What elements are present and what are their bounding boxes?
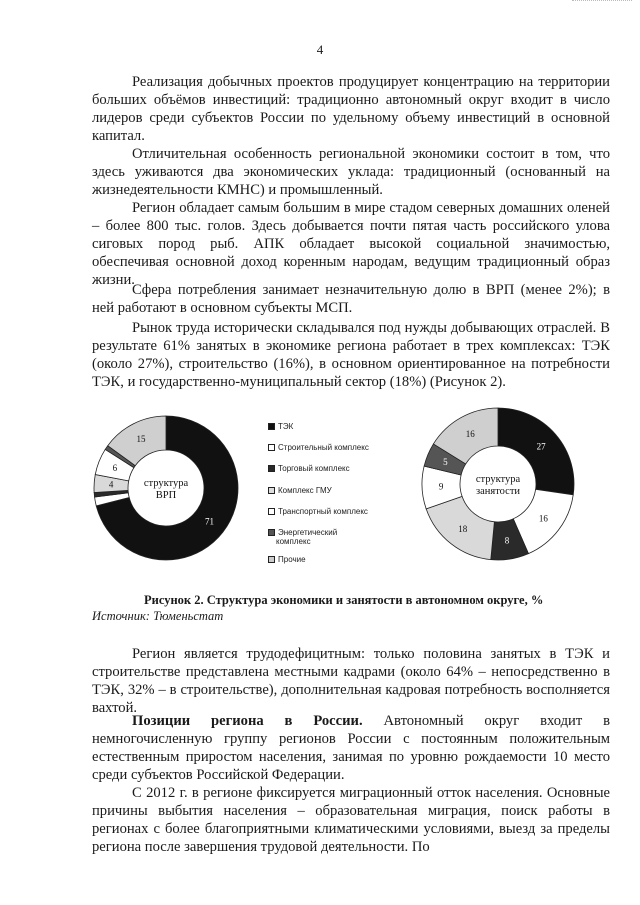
scan-mark <box>572 0 632 4</box>
page-number: 4 <box>316 42 324 57</box>
chart-right-label-tek: 27 <box>536 441 546 452</box>
figure-source: Источник: Тюменьстат <box>92 609 224 623</box>
chart-right-label-energy: 5 <box>443 456 448 467</box>
positions-heading: Позиции региона в России. <box>132 713 363 729</box>
legend-item-energy: Энергетический комплекс <box>268 528 371 546</box>
paragraph-4: Сфера потребления занимает незначительную долю в ВРП (менее 2%); в ней работают в основном субъекты МСП. <box>92 282 610 316</box>
chart-grp-structure <box>86 408 246 568</box>
legend-item-tek: ТЭК <box>268 422 293 431</box>
chart-employment-structure <box>418 400 578 568</box>
paragraph-3: Регион обладает самым большим в мире стадом северных домашних оленей – более 800 тыс. голов. Здесь добывается почти пятая часть российского улова сиговых пород рыб. АПК обладает высокой социальной значимостью, обеспечивая основной доход коренным народам, ведущим традиционный образ жизни. <box>92 200 610 288</box>
chart-right-center-title-0: структура <box>475 474 521 485</box>
legend-item-trade: Торговый комплекс <box>268 464 350 473</box>
legend-item-other: Прочие <box>268 555 306 564</box>
paragraph-2: Отличительная особенность региональной экономики состоит в том, что здесь уживаются два экономических уклада: традиционный (основанный на жизнедеятельности КМНС) и промышленный. <box>92 146 610 198</box>
legend-item-gmu: Комплекс ГМУ <box>268 486 332 495</box>
chart-right-label-trade: 8 <box>504 535 510 546</box>
paragraph-1: Реализация добычных проектов продуцирует концентрацию на территории больших объёмов инвестиций: традиционно автономный округ входит в число лидеров среди субъектов России по удельному объему инвестиций в основной капитал. <box>92 74 610 144</box>
chart-right-label-transport: 9 <box>438 481 444 492</box>
figure-caption <box>92 592 610 624</box>
chart-left-label-gmu: 4 <box>108 479 114 490</box>
chart-left-label-other: 15 <box>136 433 146 444</box>
paragraph-positions <box>92 712 610 784</box>
paragraph-6: Регион является трудодефицитным: только половина занятых в ТЭК и строительстве представлена местными кадрами (около 64% – непосредственно в ТЭК, 32% – в строительстве), дополнительная кадровая потребность восполняется вахтой. <box>92 646 610 716</box>
chart-right-center-title-1: занятости <box>475 486 521 497</box>
paragraph-7: С 2012 г. в регионе фиксируется миграционный отток населения. Основные причины выбытия населения – образовательная миграция, поиск работы в регионах с более благоприятными климатическими условиями, выезд за пределы региона после завершения трудовой деятельности. По <box>92 785 610 855</box>
legend-item-transport: Транспортный комплекс <box>268 507 368 516</box>
chart-left-label-tek: 71 <box>204 516 214 527</box>
figure-title: Рисунок 2. Структура экономики и занятости в автономном округе, % <box>144 593 544 607</box>
paragraph-5: Рынок труда исторически складывался под нужды добывающих отраслей. В результате 61% занятых в экономике региона работает в трех комплексах: ТЭК (около 27%), строительство (16%), в основном ориентированное на потребности ТЭК, и государственно-муниципальный сектор (18%) (Рисунок 2). <box>92 320 610 390</box>
chart-right-label-gmu: 18 <box>458 523 468 534</box>
positions-text: Автономный округ входит в немногочисленную группу регионов России с постоянным положительным естественным приростом населения, занимая по уровню рождаемости 10 место среди субъектов Российской Федерации. <box>92 713 610 783</box>
legend-item-construction: Строительный комплекс <box>268 443 369 452</box>
chart-right-label-other: 16 <box>465 429 475 440</box>
chart-left-center-title-0: структура <box>143 478 189 489</box>
chart-right-label-construction: 16 <box>538 513 548 524</box>
chart-left-center-title-1: ВРП <box>155 490 177 501</box>
chart-left-label-transport: 6 <box>112 462 118 473</box>
